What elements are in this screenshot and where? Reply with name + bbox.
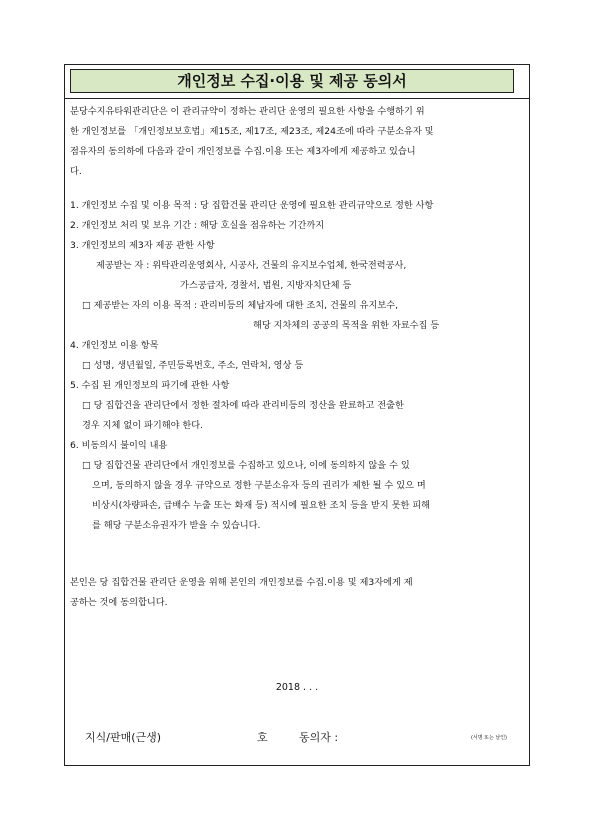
item-6: 6. 비동의시 불이익 내용 (70, 440, 168, 451)
date-field[interactable]: 2018 . . . (275, 682, 319, 693)
item-3: 3. 개인정보의 제3자 제공 관한 사항 (70, 240, 215, 251)
signature-note: (서명 또는 날인) (470, 735, 507, 741)
item-6-detail-cont: 비상시(차량파손, 급배수 누출 또는 화재 등) 적시에 필요한 조치 등을 받지 못한 피해 (92, 500, 431, 511)
item-5-detail: □ 당 집합건을 관리단에서 정한 절차에 따라 관리비등의 정산을 완료하고 전출한 (82, 400, 404, 411)
item-2: 2. 개인정보 처리 및 보유 기간 : 해당 호실을 점유하는 기간까지 (70, 220, 325, 231)
form-body (70, 102, 522, 613)
item-4-fields: □ 성명, 생년월일, 주민등록번호, 주소, 연락처, 영상 등 (82, 360, 304, 371)
consenter-label[interactable]: 동의자 : (299, 731, 339, 744)
item-6-detail: □ 당 집합건물 관리단에서 개인정보를 수집하고 있으나, 이에 동의하지 않을 수 있 (82, 460, 410, 471)
intro-paragraph (70, 102, 522, 182)
consent-line: 본인은 당 집합건물 관리단 운영을 위해 본인의 개인정보를 수집.이용 및 제3자에게 제 (70, 577, 413, 588)
intro-line: 다. (70, 166, 82, 177)
item-6-detail-cont: 를 해당 구분소유권자가 받을 수 있습니다. (92, 520, 261, 531)
title-divider (65, 98, 529, 99)
consent-paragraph (70, 573, 522, 613)
consent-line: 공하는 것에 동의합니다. (70, 597, 168, 608)
intro-line: 한 개인정보를 「개인정보보호법」제15조, 제17조, 제23조, 제24조에 따라 구분소유자 및 (70, 126, 434, 137)
ho-label: 호 (257, 731, 268, 744)
item-3-purpose: □ 제공받는 자의 이용 목적 : 관리비등의 체납자에 대한 조치, 건물의 유지보수, (82, 300, 398, 311)
item-4: 4. 개인정보 이용 항목 (70, 340, 159, 351)
consent-form-frame (64, 64, 530, 766)
item-5-detail-cont: 경우 지체 없이 파기해야 한다. (82, 420, 204, 431)
item-3-purpose-cont: 해당 지차체의 공공의 목적을 위한 자료수집 등 (253, 320, 440, 331)
intro-line: 분당수지유타워관리단은 이 관리규약이 정하는 관리단 운영의 필요한 사항을 수행하기 위 (70, 106, 425, 117)
form-title: 개인정보 수집·이용 및 제공 동의서 (70, 69, 514, 93)
unit-label: 지식/판매(근생) (85, 731, 162, 744)
item-6-detail-cont: 으며, 동의하지 않을 경우 규약으로 정한 구분소유자 등의 권리가 제한 될 수 있으 며 (92, 480, 426, 491)
item-5: 5. 수집 된 개인정보의 파기에 관한 사항 (70, 380, 230, 391)
intro-line: 점유자의 동의하에 다음과 같이 개인정보를 수집.이용 또는 제3자에게 제공하고 있습니 (70, 146, 416, 157)
item-1: 1. 개인정보 수집 및 이용 목적 : 당 집합건물 관리단 운영에 필요한 관리규약으로 정한 사항 (70, 200, 434, 211)
item-3-recipients: 제공받는 자 : 위탁관리운영회사, 시공사, 건물의 유지보수업체, 한국전력공사, (96, 260, 407, 271)
item-3-recipients-cont: 가스공급자, 경찰서, 법원, 지방자치단체 등 (180, 280, 352, 291)
